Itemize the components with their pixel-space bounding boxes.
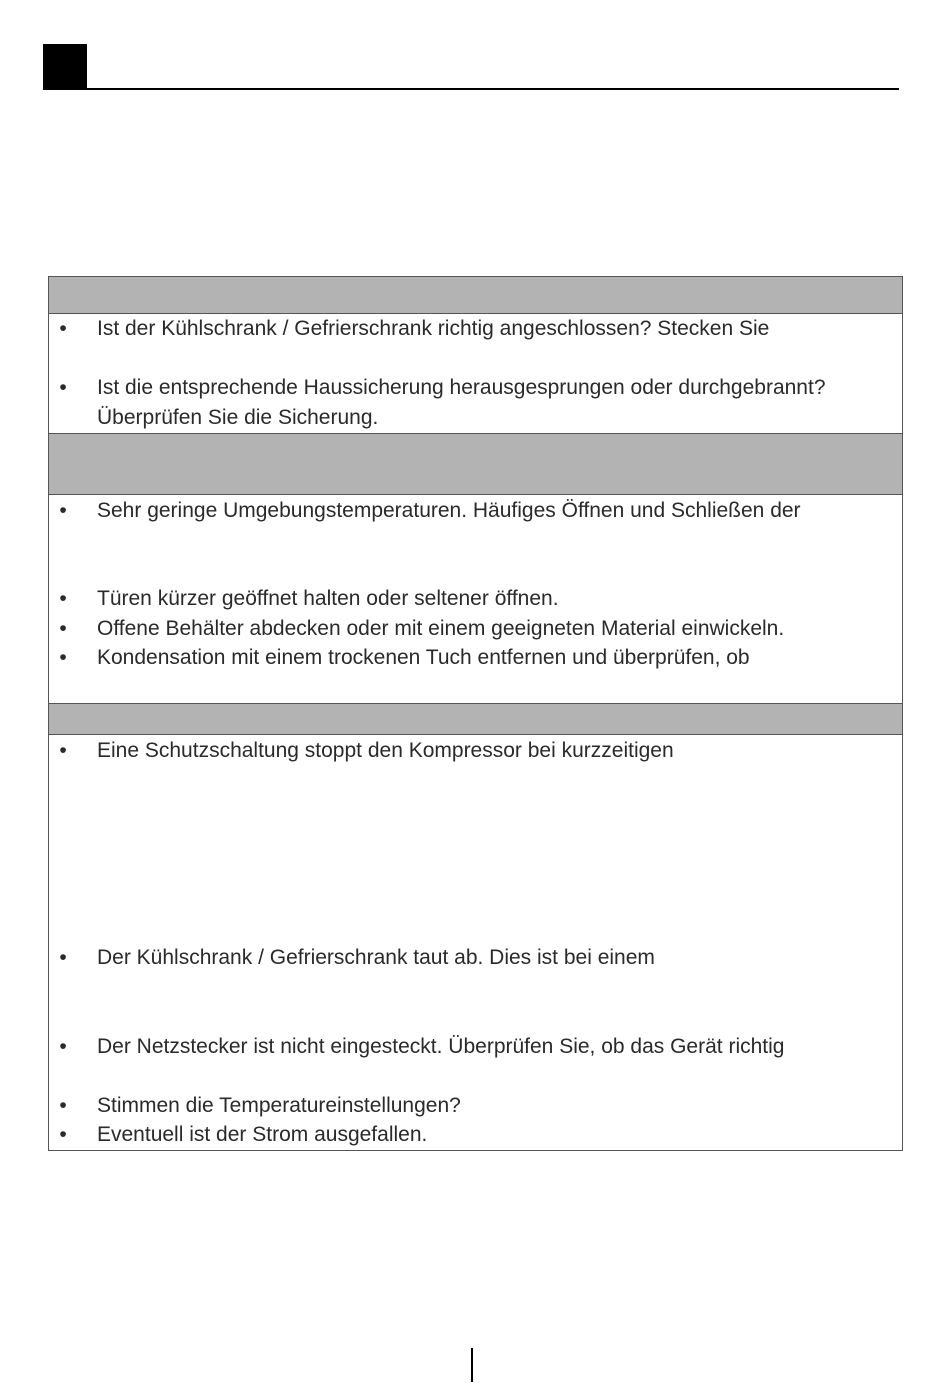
bullet-icon: • (59, 617, 67, 640)
item-text: Stimmen die Temperatureinstellungen? (97, 1094, 461, 1117)
section-2-body (49, 495, 902, 704)
list-item (49, 1091, 902, 1121)
item-text: Offene Behälter abdecken oder mit einem geeigneten Material einwickeln. (97, 617, 785, 640)
list-item (49, 314, 902, 344)
list-item (49, 584, 902, 614)
page-marker-rule (471, 1348, 473, 1382)
list-item (49, 1032, 902, 1062)
bullet-icon: • (59, 1123, 67, 1146)
bullet-icon: • (59, 739, 67, 762)
list-item (49, 943, 902, 973)
list-item (49, 1120, 902, 1150)
bullet-icon: • (59, 1094, 67, 1117)
header-rule (43, 88, 899, 90)
item-text: Sehr geringe Umgebungstemperaturen. Häufiges Öffnen und Schließen der (97, 499, 801, 522)
section-3-header (49, 704, 902, 735)
section-1-header (49, 277, 902, 314)
list-item (49, 614, 902, 644)
list-item (49, 736, 902, 766)
bullet-icon: • (59, 499, 67, 522)
bullet-icon: • (59, 1035, 67, 1058)
item-text: Der Kühlschrank / Gefrierschrank taut ab. Dies ist bei einem (97, 946, 655, 969)
list-item (49, 496, 902, 526)
section-3-body (49, 735, 902, 1150)
bullet-icon: • (59, 646, 67, 669)
item-text: Ist die entsprechende Haussicherung herausgesprungen oder durchgebrannt? Überprüfen Sie die Sicherung. (97, 376, 826, 429)
item-text: Kondensation mit einem trockenen Tuch entfernen und überprüfen, ob (97, 646, 750, 669)
section-1-body (49, 314, 902, 434)
item-text: Der Netzstecker ist nicht eingesteckt. Überprüfen Sie, ob das Gerät richtig (97, 1035, 785, 1058)
item-text: Eine Schutzschaltung stoppt den Kompressor bei kurzzeitigen (97, 739, 674, 762)
item-text: Eventuell ist der Strom ausgefallen. (97, 1123, 428, 1146)
bullet-icon: • (59, 587, 67, 610)
bullet-icon: • (59, 317, 67, 340)
troubleshooting-table (48, 276, 903, 1151)
bullet-icon: • (59, 946, 67, 969)
list-item (49, 373, 902, 433)
list-item (49, 643, 902, 673)
item-text: Ist der Kühlschrank / Gefrierschrank richtig angeschlossen? Stecken Sie (97, 317, 770, 340)
bullet-icon: • (59, 376, 67, 399)
section-number-block (43, 44, 87, 90)
section-2-header (49, 434, 902, 495)
item-text: Türen kürzer geöffnet halten oder seltener öffnen. (97, 587, 559, 610)
